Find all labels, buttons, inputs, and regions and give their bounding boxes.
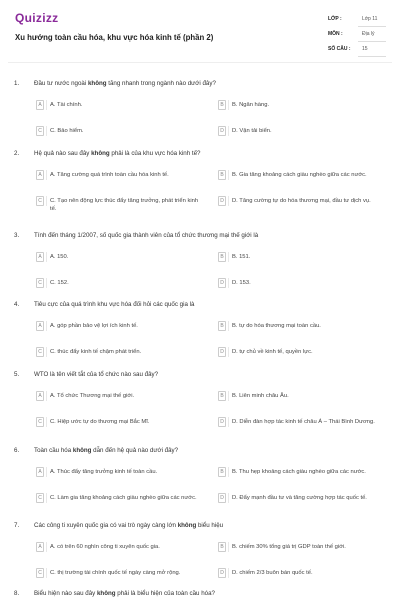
option-divider bbox=[228, 252, 229, 262]
question-text bbox=[34, 301, 194, 308]
option-text: A. Tài chính. bbox=[50, 102, 83, 108]
option-text: B. Thu hẹp khoảng cách giàu nghèo giữa các nước. bbox=[232, 469, 366, 475]
meta-value: Lớp 11 bbox=[362, 16, 378, 22]
option-letter-badge: C bbox=[36, 196, 44, 206]
meta-label: MÔN : bbox=[328, 31, 343, 37]
option-letter-badge: C bbox=[36, 493, 44, 503]
question-text-part: phải là của khu vực hóa kinh tế? bbox=[109, 150, 201, 157]
option-divider bbox=[228, 170, 229, 180]
option-text: D. tự chủ về kinh tế, quyền lực. bbox=[232, 349, 313, 355]
option-text: D. Đẩy mạnh đầu tư và tăng cường hợp tác quốc tế. bbox=[232, 495, 367, 501]
option-letter-badge: D bbox=[218, 417, 226, 427]
question-text bbox=[34, 80, 216, 87]
option-divider bbox=[46, 252, 47, 262]
option-letter-badge: C bbox=[36, 347, 44, 357]
option-text: A. 150. bbox=[50, 254, 69, 260]
question-number: 4. bbox=[14, 301, 20, 308]
option-divider bbox=[228, 493, 229, 503]
question-number: 7. bbox=[14, 522, 20, 529]
option-divider bbox=[228, 278, 229, 288]
option-divider bbox=[46, 417, 47, 427]
option-text: C. thị trường tài chính quốc tế ngày càng mở rộng. bbox=[50, 570, 181, 576]
option-divider bbox=[46, 493, 47, 503]
question-text bbox=[34, 447, 178, 454]
option-letter-badge: B bbox=[218, 391, 226, 401]
option-text: D. 153. bbox=[232, 280, 251, 286]
question-text-emphasis: không bbox=[72, 447, 92, 454]
option-divider bbox=[228, 568, 229, 578]
question-number: 5. bbox=[14, 371, 20, 378]
option-letter-badge: C bbox=[36, 568, 44, 578]
option-text: B. tự do hóa thương mại toàn cầu. bbox=[232, 323, 321, 329]
question-number: 2. bbox=[14, 150, 20, 157]
option-letter-badge: C bbox=[36, 417, 44, 427]
option-divider bbox=[228, 321, 229, 331]
option-letter-badge: B bbox=[218, 321, 226, 331]
question-text-part: dẫn đến hệ quả nào dưới đây? bbox=[91, 447, 179, 454]
option-text: C. Tạo nên động lực thúc đẩy tăng trưởng, phát triển kinh tế. bbox=[50, 198, 199, 212]
option-divider bbox=[228, 417, 229, 427]
question-text-part: Biểu hiện nào sau đây bbox=[34, 590, 97, 597]
quizizz-logo: Quizizz bbox=[15, 11, 59, 25]
meta-underline bbox=[358, 41, 386, 42]
question-text bbox=[34, 232, 258, 239]
option-text: C. Hiệp ước tự do thương mại Bắc Mĩ. bbox=[50, 419, 150, 425]
meta-count bbox=[328, 43, 386, 57]
option-letter-badge: B bbox=[218, 252, 226, 262]
meta-value: Địa lý bbox=[362, 31, 375, 37]
option-text: C. 152. bbox=[50, 280, 69, 286]
question-text-part: Tính đến tháng 1/2007, số quốc gia thành viên của tổ chức thương mại thế giới là bbox=[34, 232, 259, 239]
option-text: A. Tổ chức Thương mại thế giới. bbox=[50, 393, 135, 399]
option-text: C. thúc đẩy kinh tế chậm phát triển. bbox=[50, 349, 142, 355]
worksheet-header bbox=[0, 0, 400, 62]
option-letter-badge: B bbox=[218, 542, 226, 552]
question-text-part: phải là biểu hiện của toàn cầu hóa? bbox=[115, 590, 215, 597]
option-text: B. Gia tăng khoảng cách giàu nghèo giữa các nước. bbox=[232, 172, 367, 178]
option-divider bbox=[46, 278, 47, 288]
option-divider bbox=[46, 321, 47, 331]
meta-subject bbox=[328, 28, 386, 42]
question-text-part: Toàn cầu hóa bbox=[34, 447, 73, 454]
option-divider bbox=[46, 347, 47, 357]
question-text-emphasis: không bbox=[87, 80, 107, 87]
option-letter-badge: A bbox=[36, 467, 44, 477]
option-letter-badge: C bbox=[36, 278, 44, 288]
option-letter-badge: A bbox=[36, 542, 44, 552]
meta-label: SỐ CÂU : bbox=[328, 46, 351, 52]
option-text: A. có trên 60 nghìn công ti xuyên quốc gia. bbox=[50, 544, 160, 550]
question-number: 3. bbox=[14, 232, 20, 239]
option-divider bbox=[46, 568, 47, 578]
question-text-part: Các công ti xuyên quốc gia có vai trò ngày càng lớn bbox=[34, 522, 178, 529]
option-divider bbox=[228, 467, 229, 477]
option-text: D. Vận tải biển. bbox=[232, 128, 272, 134]
meta-underline bbox=[358, 26, 386, 27]
option-divider bbox=[46, 126, 47, 136]
option-divider bbox=[46, 196, 47, 206]
option-letter-badge: D bbox=[218, 278, 226, 288]
option-divider bbox=[228, 347, 229, 357]
question-text-part: Hệ quả nào sau đây bbox=[34, 150, 92, 157]
option-letter-badge: B bbox=[218, 100, 226, 110]
option-text: B. 151. bbox=[232, 254, 251, 260]
question-number: 1. bbox=[14, 80, 20, 87]
option-text: B. Liên minh châu Âu. bbox=[232, 393, 289, 399]
option-text: B. Ngân hàng. bbox=[232, 102, 270, 108]
question-number: 8. bbox=[14, 590, 20, 597]
option-letter-badge: A bbox=[36, 170, 44, 180]
option-divider bbox=[46, 542, 47, 552]
question-text-emphasis: không bbox=[96, 590, 116, 597]
meta-value: 15 bbox=[362, 46, 368, 52]
option-text: C. Làm gia tăng khoảng cách giàu nghèo giữa các nước. bbox=[50, 495, 197, 501]
option-text: A. Tăng cường quá trình toàn cầu hóa kinh tế. bbox=[50, 172, 169, 178]
option-divider bbox=[228, 196, 229, 206]
option-text: D. Tăng cường tự do hóa thương mại, đầu tư dịch vụ. bbox=[232, 198, 371, 204]
meta-underline bbox=[358, 56, 386, 57]
option-letter-badge: D bbox=[218, 493, 226, 503]
option-divider bbox=[46, 391, 47, 401]
option-text: B. chiếm 30% tổng giá trị GDP toàn thế giới. bbox=[232, 544, 346, 550]
option-letter-badge: D bbox=[218, 196, 226, 206]
meta-label: LỚP : bbox=[328, 16, 342, 22]
option-divider bbox=[228, 100, 229, 110]
option-letter-badge: A bbox=[36, 391, 44, 401]
meta-class bbox=[328, 13, 386, 27]
option-divider bbox=[46, 170, 47, 180]
option-divider bbox=[228, 391, 229, 401]
option-text: D. chiếm 2/3 buôn bán quốc tế. bbox=[232, 570, 313, 576]
question-text-emphasis: không bbox=[177, 522, 197, 529]
option-text: A. góp phần bảo vệ lợi ích kinh tế. bbox=[50, 323, 138, 329]
worksheet-title: Xu hướng toàn cầu hóa, khu vực hóa kinh tế (phần 2) bbox=[15, 33, 214, 42]
option-text: A. Thúc đẩy tăng trưởng kinh tế toàn cầu. bbox=[50, 469, 158, 475]
option-divider bbox=[228, 126, 229, 136]
question-text bbox=[34, 590, 215, 597]
option-letter-badge: A bbox=[36, 321, 44, 331]
question-text-part: biểu hiệu bbox=[196, 522, 224, 529]
question-text-part: Đầu tư nước ngoài bbox=[34, 80, 88, 87]
question-text bbox=[34, 150, 201, 157]
option-letter-badge: B bbox=[218, 170, 226, 180]
question-text-part: WTO là tên viết tắt của tổ chức nào sau đây? bbox=[34, 371, 159, 378]
question-text-emphasis: không bbox=[91, 150, 110, 157]
option-letter-badge: C bbox=[36, 126, 44, 136]
option-letter-badge: D bbox=[218, 126, 226, 136]
option-letter-badge: D bbox=[218, 347, 226, 357]
header-divider bbox=[8, 62, 392, 63]
option-letter-badge: A bbox=[36, 100, 44, 110]
option-divider bbox=[46, 100, 47, 110]
option-text: D. Diễn đàn hợp tác kinh tế châu Á – Thái Bình Dương. bbox=[232, 419, 375, 425]
option-text: C. Bảo hiểm. bbox=[50, 128, 84, 134]
question-number: 6. bbox=[14, 447, 20, 454]
option-letter-badge: B bbox=[218, 467, 226, 477]
option-letter-badge: D bbox=[218, 568, 226, 578]
option-letter-badge: A bbox=[36, 252, 44, 262]
question-text bbox=[34, 522, 223, 529]
question-text-part: tăng nhanh trong ngành nào dưới đây? bbox=[106, 80, 216, 87]
option-divider bbox=[228, 542, 229, 552]
question-text bbox=[34, 371, 158, 378]
option-divider bbox=[46, 467, 47, 477]
question-text-part: Tiêu cực của quá trình khu vực hóa đối hỏi các quốc gia là bbox=[34, 301, 195, 308]
